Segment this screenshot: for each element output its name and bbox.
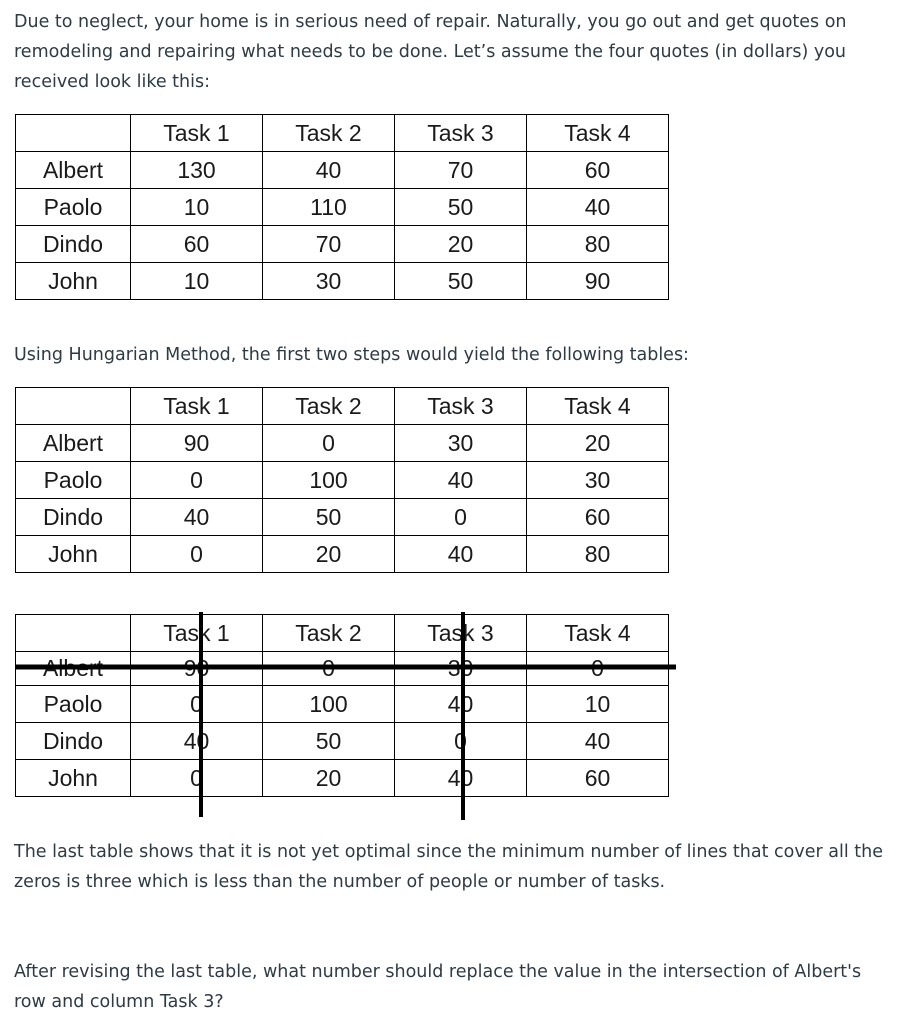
table-row	[16, 652, 669, 686]
table-cell: 40	[131, 499, 263, 536]
table-cell: 50	[395, 263, 527, 300]
table-cell: 50	[263, 499, 395, 536]
table-cell: 40	[395, 462, 527, 499]
table-cell: 0	[131, 462, 263, 499]
table-cell: 20	[527, 425, 669, 462]
table-cell: 100	[263, 462, 395, 499]
table-row	[16, 760, 669, 797]
table-cell: 40	[395, 686, 527, 723]
table-cell: 0	[131, 536, 263, 573]
note-paragraph: The last table shows that it is not yet optimal since the minimum number of lines that cover all the zeros is three which is less than the number of people or number of tasks.	[14, 842, 883, 892]
table-cell: 40	[263, 152, 395, 189]
table-cell: 50	[395, 189, 527, 226]
table-cell: 40	[527, 723, 669, 760]
header-cell: Task 4	[527, 115, 669, 152]
header-cell: Task 1	[131, 615, 263, 652]
table-cell: 130	[131, 152, 263, 189]
reduced-table	[15, 387, 669, 573]
table-header-row	[16, 388, 669, 425]
table-cell: 10	[131, 189, 263, 226]
table-cell: 30	[263, 263, 395, 300]
table-row	[16, 425, 669, 462]
header-cell: Task 1	[131, 115, 263, 152]
table-row	[16, 536, 669, 573]
header-cell: Task 2	[263, 388, 395, 425]
row-label: Paolo	[16, 462, 131, 499]
header-cell: Task 4	[527, 615, 669, 652]
table-cell: 70	[263, 226, 395, 263]
table-cell: 0	[263, 425, 395, 462]
table-cell: 20	[263, 760, 395, 797]
table-cell: 0	[527, 652, 669, 686]
table-cell: 60	[527, 499, 669, 536]
table-row	[16, 263, 669, 300]
header-cell	[16, 388, 131, 425]
table-cell: 20	[395, 226, 527, 263]
row-label: John	[16, 263, 131, 300]
header-cell: Task 3	[395, 388, 527, 425]
table-cell: 60	[527, 152, 669, 189]
table-row	[16, 152, 669, 189]
table-cell: 0	[395, 723, 527, 760]
row-label: John	[16, 760, 131, 797]
table-cell: 40	[527, 189, 669, 226]
table-row	[16, 499, 669, 536]
table-cell: 40	[395, 760, 527, 797]
header-cell: Task 1	[131, 388, 263, 425]
table-cell: 10	[131, 263, 263, 300]
header-cell: Task 4	[527, 388, 669, 425]
table-cell: 0	[131, 760, 263, 797]
row-label: Dindo	[16, 226, 131, 263]
header-cell	[16, 115, 131, 152]
table-row	[16, 686, 669, 723]
row-label: Albert	[16, 652, 131, 686]
row-label: Albert	[16, 152, 131, 189]
header-cell: Task 3	[395, 115, 527, 152]
table-cell: 100	[263, 686, 395, 723]
table-cell: 30	[527, 462, 669, 499]
table-cell: 50	[263, 723, 395, 760]
table-header-row	[16, 115, 669, 152]
row-label: Dindo	[16, 723, 131, 760]
table-row	[16, 226, 669, 263]
intro-paragraph: Due to neglect, your home is in serious need of repair. Naturally, you go out and get quotes on remodeling and repairing what needs to be done. Let’s assume the four quotes (in dollars) you received look like this:	[14, 12, 847, 92]
table-cell: 0	[395, 499, 527, 536]
table-cell: 30	[395, 425, 527, 462]
table-cell: 40	[395, 536, 527, 573]
hungarian-paragraph: Using Hungarian Method, the first two steps would yield the following tables:	[14, 345, 689, 365]
covered-table	[15, 614, 669, 797]
table-cell: 60	[131, 226, 263, 263]
table-cell: 30	[395, 652, 527, 686]
table-cell: 0	[131, 686, 263, 723]
row-label: John	[16, 536, 131, 573]
table-cell: 90	[527, 263, 669, 300]
table-cell: 110	[263, 189, 395, 226]
quotes-table	[15, 114, 669, 300]
table-cell: 90	[131, 425, 263, 462]
header-cell: Task 3	[395, 615, 527, 652]
row-label: Albert	[16, 425, 131, 462]
table-cell: 20	[263, 536, 395, 573]
table-cell: 0	[263, 652, 395, 686]
row-label: Dindo	[16, 499, 131, 536]
table-cell: 80	[527, 226, 669, 263]
table-row	[16, 462, 669, 499]
table-cell: 70	[395, 152, 527, 189]
table-cell: 10	[527, 686, 669, 723]
table-row	[16, 723, 669, 760]
header-cell	[16, 615, 131, 652]
table-cell: 90	[131, 652, 263, 686]
question-paragraph: After revising the last table, what number should replace the value in the intersection of Albert's row and column Task 3?	[14, 962, 862, 1012]
table-cell: 60	[527, 760, 669, 797]
header-cell: Task 2	[263, 115, 395, 152]
row-label: Paolo	[16, 189, 131, 226]
table-header-row	[16, 615, 669, 652]
table-cell: 80	[527, 536, 669, 573]
table-row	[16, 189, 669, 226]
table-cell: 40	[131, 723, 263, 760]
header-cell: Task 2	[263, 615, 395, 652]
row-label: Paolo	[16, 686, 131, 723]
